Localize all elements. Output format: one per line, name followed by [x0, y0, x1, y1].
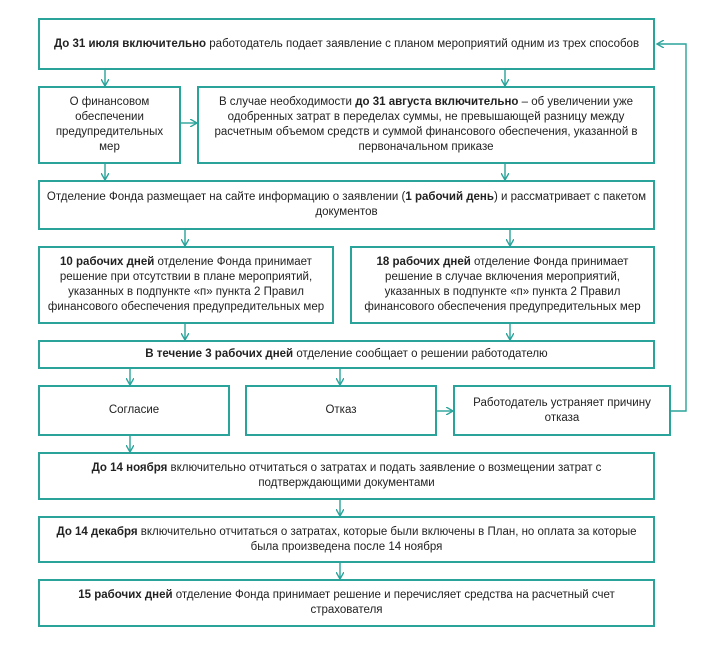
box-financial-support: О финансовом обеспечении предупредительных мер — [38, 86, 181, 164]
box-fund-review: Отделение Фонда размещает на сайте информацию о заявлении (1 рабочий день) и рассматривает с пакетом документов — [38, 180, 655, 230]
box-fix-refusal: Работодатель устраняет причину отказа — [453, 385, 671, 436]
box-refusal: Отказ — [245, 385, 437, 436]
box-approval: Согласие — [38, 385, 230, 436]
box-notify-employer: В течение 3 рабочих дней отделение сообщает о решении работодателю — [38, 340, 655, 369]
box-report-november: До 14 ноября включительно отчитаться о затратах и подать заявление о возмещении затрат с подтверждающими документами — [38, 452, 655, 500]
box-report-december: До 14 декабря включительно отчитаться о затратах, которые были включены в План, но оплата за которые была произведена после 14 ноября — [38, 516, 655, 563]
box-decision-10-days: 10 рабочих дней отделение Фонда принимает решение при отсутствии в плане мероприятий, указанных в подпункте «п» пункта 2 Правил финансового обеспечения предупредительных мер — [38, 246, 334, 324]
box-decision-18-days: 18 рабочих дней отделение Фонда принимает решение в случае включения мероприятий, указанных в подпункте «п» пункта 2 Правил финансового обеспечения предупредительных мер — [350, 246, 655, 324]
box-submit-application: До 31 июля включительно работодатель подает заявление с планом мероприятий одним из трех способов — [38, 18, 655, 70]
box-increase-costs: В случае необходимости до 31 августа включительно – об увеличении уже одобренных затрат в переделах суммы, не превышающей разницу между расчетным объемом средств и суммой финансового обеспечения, указанной в первоначальном приказе — [197, 86, 655, 164]
arrow-b10-b1 — [657, 44, 686, 411]
box-funds-transfer: 15 рабочих дней отделение Фонда принимает решение и перечисляет средства на расчетный счет страхователя — [38, 579, 655, 627]
